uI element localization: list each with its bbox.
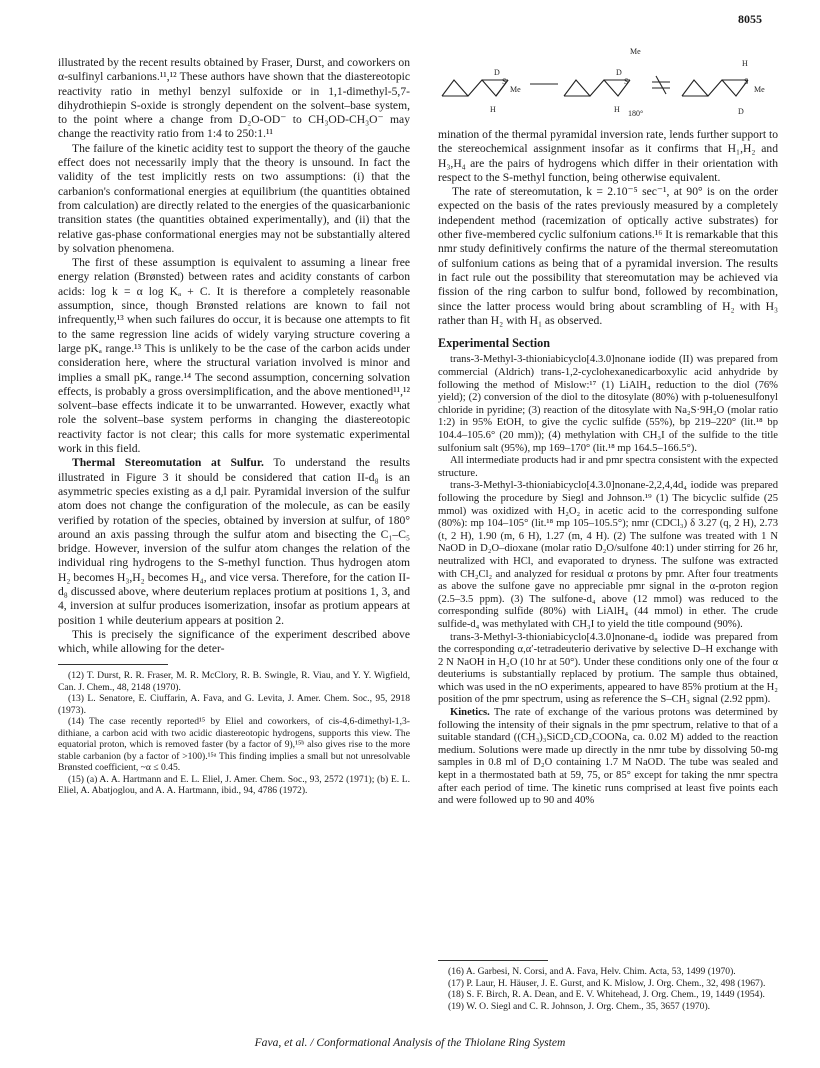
kinetics-paragraph	[438, 707, 778, 808]
footnote-divider	[58, 664, 168, 665]
experimental-paragraph: All intermediate products had ir and pmr spectra consistent with the expected structure.	[438, 455, 779, 479]
body-paragraph: illustrated by the recent results obtained by Fraser, Durst, and coworkers on α-sulfinyl carbanions.¹¹,¹² These authors have shown that the diastereotopic reactivity ratio in methyl benzyl sulfoxide or in 1,1-dimethyl-5,7-dihydrothiepin S-oxide is strongly dependent on the solvent–base system, to the point where a change from D₂O-OD⁻ to CH₃OD-CH₃O⁻ may change the reactivity ratio from 1:4 to 250:1.¹¹	[58, 56, 410, 141]
scheme-label: D	[738, 107, 744, 116]
thermal-text: To understand the results illustrated in Figure 3 it should be considered that cation II-d₈ is an asymmetric species existing as a d,l pair. Pyramidal inversion of the sulfur atom does not change the configuration of the molecule, as can be easily verified by rotation of the species, obtained by inversion at sulfur, of 180° around an axis passing through the sulfur atom and bisecting the C₁–C₅ bridge. However, inversion of the sulfur atom changes the relation of the individual ring hydrogens to the S-methyl function. Thus hydrogen atom H₂ becomes H₃,H₂ becomes H₄, and vice versa. Therefore, for the cation II-d₈ discussed above, where deuterium replaces protium at positions 1, 3, and 4, inversion at sulfur produces isomerization, insofar as protium appears at position 1 while deuterium appears at position 2.	[58, 456, 410, 627]
footnote: (13) L. Senatore, E. Ciuffarin, A. Fava, and G. Levita, J. Amer. Chem. Soc., 95, 2918 (1973).	[58, 693, 410, 716]
experimental-heading: Experimental Section	[438, 336, 551, 351]
thermal-paragraph	[58, 456, 410, 628]
footnote: (17) P. Laur, H. Häuser, J. E. Gurst, and K. Mislow, J. Org. Chem., 32, 498 (1967).	[448, 977, 766, 989]
scheme-label: D	[494, 68, 500, 77]
left-footnotes	[58, 670, 410, 797]
scheme-label: Me	[754, 85, 765, 94]
experimental-paragraph: trans-3-Methyl-3-thioniabicyclo[4.3.0]nonane-2,2,4,4d₄ iodide was prepared following the procedure by Siegl and Johnson.¹⁹ (1) The bicyclic sulfide (25 mmol) was oxidized with H₂O₂ in acetic acid to the corresponding sulfone (80%): mp 104–105° (lit.¹⁸ mp 105–105.5°); nmr (CDCl₃) δ 3.27 (q, 2 H), 2.73 (t, 2 H), 1.90 (m, 6 H), 1.27 (m, 4 H). (2) The sulfone was treated with 1 N NaOD in D₂O–dioxane (molar ratio D₂O/sulfone 40:1) under stirring for 26 hr, neutralized with HCl, and evaporated to dryness. The sulfone was extracted with CH₂Cl₂ and analyzed for residual α protons by pmr. After four treatments as above the sulfone gave no appreciable pmr signal in the α-proton region (2.5–3.5 ppm). (3) The sulfone-d₄ above (12 mmol) was reduced to the corresponding sulfide (80%) with LiAlH₄ (44 mmol) in ether. The crude sulfide-d₄ was methylated with CH₃I to yield the title compound (90%).	[438, 480, 778, 630]
body-paragraph: mination of the thermal pyramidal inversion rate, lends further support to the stereochemical assignment insofar as it confirms that H₁,H₂ and H₃,H₄ are the pairs of hydrogens which differ in their orientation with respect to the S-methyl function, being otherwise equivalent.	[438, 128, 778, 184]
footnote: (12) T. Durst, R. R. Fraser, M. R. McClory, R. B. Swingle, R. Viau, and Y. Y. Wigfield, Can. J. Chem., 48, 2148 (1970).	[58, 670, 410, 693]
page-footer: Fava, et al. / Conformational Analysis of the Thiolane Ring System	[254, 1036, 566, 1049]
inversion-scheme	[438, 40, 778, 126]
right-footnotes	[438, 960, 778, 1012]
scheme-label: D	[616, 68, 622, 77]
footnote: (19) W. O. Siegl and C. R. Johnson, J. Org. Chem., 35, 3657 (1970).	[448, 1000, 711, 1012]
body-paragraph: The rate of stereomutation, k = 2.10⁻⁵ sec⁻¹, at 90° is on the order expected on the basis of the rates previously measured by a completely independent method (racemization of optically active substrates) for other five-membered cyclic sulfonium cations.¹⁶ It is remarkable that this nmr study definitively confirms the nature of the thermal stereomutation of sulfonium cations as being that of a pyramidal inversion. The results in fact rule out the possibility that stereomutation may be achieved via fission of the ring carbon to sulfur bond, followed by recombination, since the latter process would bring about scrambling of H₂ with H₃ rather than H₂ with H₁ as observed.	[438, 185, 778, 327]
scheme-label: S	[744, 77, 749, 86]
scheme-label: Me	[630, 47, 641, 56]
kinetics-text: The rate of exchange of the various protons was determined by following the intensity of their signals in the pmr spectrum, relative to that of a suitable standard ((CH₃)₃SiCD₂CD₂COONa, ca. 0.02 M) added to the reaction medium. Solutions were made up directly in the nmr tube by dissolving 50-mg samples in 0.8 ml of D₂O containing 1.7 M NaOD. The tube was sealed and kept in a thermostated bath at 59, 75, or 85° except for taking the nmr spectra after each period of time. The kinetic runs comprised at least five points each and were followed up to 90 and 40%	[438, 707, 778, 807]
body-paragraph: The failure of the kinetic acidity test to support the theory of the gauche effect does not necessarily imply that the theory is unsound. In fact the validity of the test implicitly rests on two assumptions: (i) that the carbanion's conformational energies at equilibrium (the quantities obtained from calculation) are directly related to the energies of the quasicarbanionic transition states (the quantities obtained experimentally), and (ii) that the relative gas-phase conformational energies may not be substantially altered by solvation phenomena.	[58, 141, 410, 255]
scheme-label: H	[614, 105, 620, 114]
scheme-label: S	[624, 77, 629, 86]
thermal-heading: Thermal Stereomutation at Sulfur.	[72, 456, 264, 470]
footnote: (14) The case recently reported¹⁵ by Eliel and coworkers, of cis-4,6-dimethyl-1,3-dithiane, a carbon acid with two acidic diastereotopic hydrogens, supports this view. The equatorial proton, which is removed faster (by a factor of 9),¹⁵ᵇ also gives rise to the more stable carbanion (by a factor of >100).¹⁵ᵃ This finding implies a small but not unresolvable Brønsted coefficient, ~α ≤ 0.45.	[58, 716, 410, 774]
body-paragraph: The first of these assumption is equivalent to assuming a linear free energy relation (Brønsted) between rates and acidity constants of carbon acids: log k = α log Kₐ + C. It is therefore a completely reasonable assumption, since, though Brønsted relations are known to fail not infrequently,¹³ when such failures do occur, it is because one attempts to fit to the same regression line acids of widely varying structure covering a large pKₐ range.¹³ This is unlikely to be the case of the carbon acids under consideration here, where the structural variation involved is minor and implies a small pKₐ range.¹⁴ The second assumption, concerning solvation effects, is probably a gross oversimplification, and the above mentioned¹¹,¹² solvent–base effects indicate it to be unwarranted. However, exactly what role the solvent–base system performs in changing the diastereotopic reactivity factor is not clear; this calls for more systematic experimental work in this field.	[58, 256, 410, 456]
experimental-paragraph: trans-3-Methyl-3-thioniabicyclo[4.3.0]nonane-d₈ iodide was prepared from the corresponding α,α′-tetradeuterio derivative by selective D–H exchange with 2 N NaOH in H₂O (10 hr at 50°). Under these conditions only one of the four α deuteriums is substantially replaced by protium. The sample thus obtained, which was used in the nO experiments, appeared to have 85% protium at the H₂ position of the pmr spectrum, using as reference the S–CH₃ signal (2.92 ppm).	[438, 631, 778, 706]
footnote: (18) S. F. Birch, R. A. Dean, and E. V. Whitehead, J. Org. Chem., 19, 1449 (1954).	[448, 989, 765, 1000]
page-number: 8055	[738, 12, 762, 26]
scheme-label: H	[490, 105, 496, 114]
experimental-section	[438, 354, 778, 807]
right-column	[438, 128, 778, 808]
experimental-paragraph: trans-3-Methyl-3-thioniabicyclo[4.3.0]nonane iodide (II) was prepared from commercial (Aldrich) trans-1,2-cyclohexanedicarboxylic acid anhydride by following the method of Mislow:¹⁷ (1) LiAlH₄ reduction to the diol (76% yield); (2) conversion of the diol to the ditosylate (80%) with p-toluenesulfonyl chloride in pyridine; (3) reaction of the ditosylate with Na₂S·9H₂O (molar ratio 1:2) in 95% EtOH, to give the cyclic sulfide (55%), bp 219–220° (lit.¹⁸ bp 104.4–105.6° (20 mm)); (4) methylation with CH₃I of the sulfide to the title sulfonium salt (95%), mp 169–170° (lit.¹⁸ mp 164.5–166.5°).	[438, 354, 778, 454]
footnote-divider	[438, 960, 548, 961]
scheme-label: Me	[510, 85, 521, 94]
scheme-label: 180°	[628, 109, 644, 118]
footnote: (16) A. Garbesi, N. Corsi, and A. Fava, Helv. Chim. Acta, 53, 1499 (1970).	[448, 966, 736, 977]
left-column	[58, 56, 410, 797]
scheme-label: H	[742, 59, 748, 68]
scheme-label: S	[502, 77, 507, 86]
kinetics-heading: Kinetics.	[450, 707, 490, 719]
footnote: (15) (a) A. A. Hartmann and E. L. Eliel, J. Amer. Chem. Soc., 93, 2572 (1971); (b) E. L. Eliel, A. Abatjoglou, and A. A. Hartmann, ibid., 94, 4786 (1972).	[58, 773, 410, 797]
body-paragraph: This is precisely the significance of the experiment described above which, while allowing for the deter-	[58, 627, 410, 656]
